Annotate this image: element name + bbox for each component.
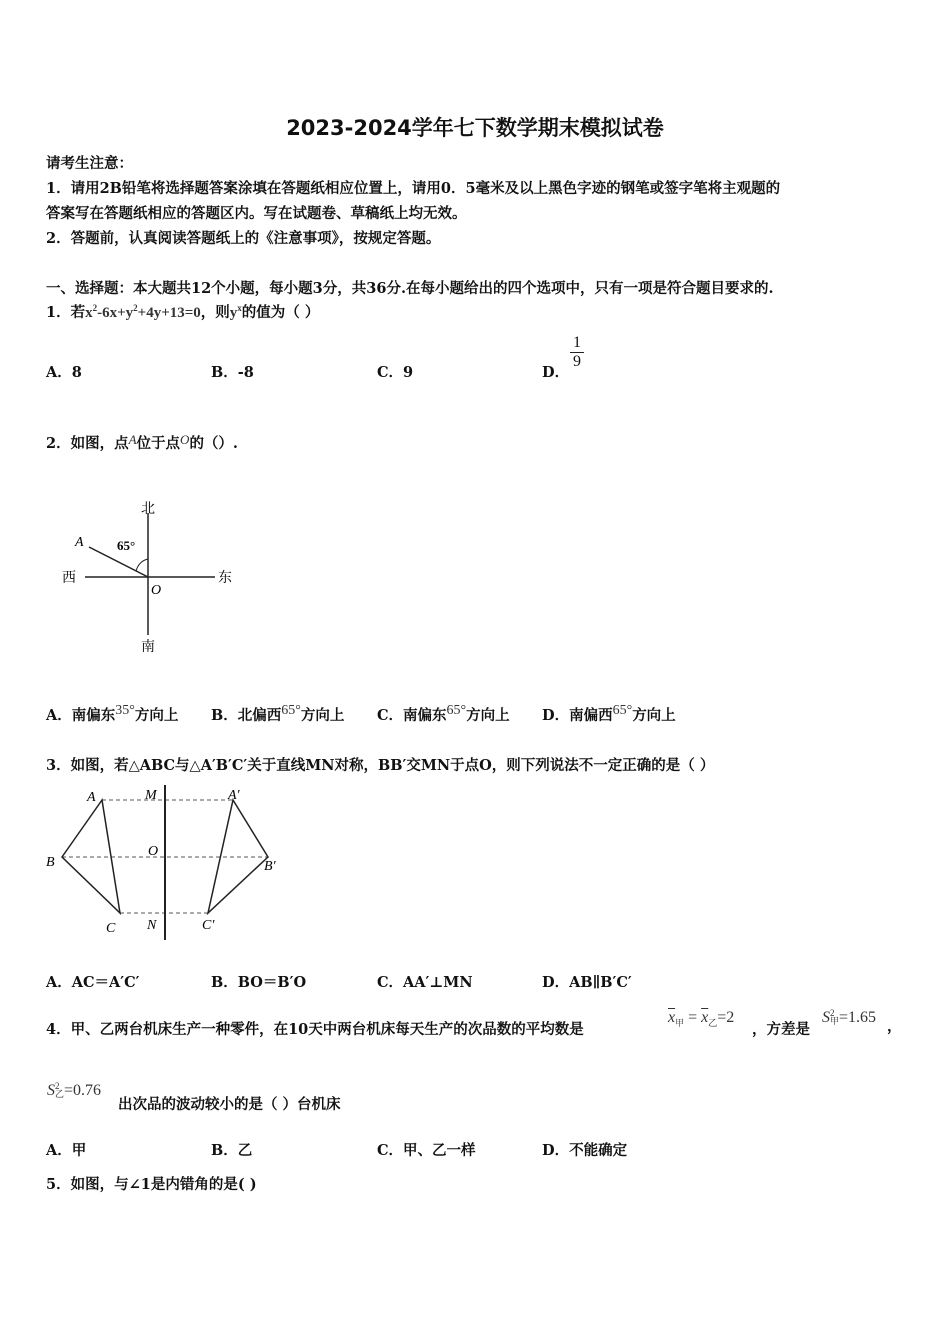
q1-option-a[interactable]: A．8 — [46, 364, 82, 381]
q2-option-a[interactable]: A．南偏东35°方向上 — [46, 703, 179, 724]
q1-option-d[interactable]: D． — [542, 364, 570, 381]
q3-option-d[interactable]: D．AB∥B′C′ — [542, 974, 632, 991]
q4-option-a[interactable]: A．甲 — [46, 1142, 87, 1159]
q2-option-c[interactable]: C．南偏东65°方向上 — [377, 703, 510, 724]
page-title: 2023-2024学年七下数学期末模拟试卷 — [286, 116, 664, 140]
label-north: 北 — [141, 502, 155, 517]
notice-heading: 请考生注意： — [46, 155, 133, 172]
label-o: O — [148, 844, 159, 859]
label-b: B — [46, 855, 55, 870]
q2-option-b[interactable]: B．北偏西65°方向上 — [211, 703, 345, 724]
angle-arc — [136, 559, 148, 571]
q4-comma: ， — [887, 1018, 902, 1035]
question-2: 2．如图，点A位于点O的（）. — [46, 432, 238, 452]
q1-yx: $y^x$ — [229, 303, 242, 321]
question-1: 1．若$x^2-6x+y^2+4y+13=0$，则$y^x$的值为（ ） — [46, 303, 320, 321]
label-south: 南 — [141, 640, 155, 655]
q3-symmetry-figure — [40, 780, 290, 945]
q3-option-a[interactable]: A．AC＝A′C′ — [46, 974, 140, 991]
q1-option-c[interactable]: C．9 — [377, 364, 414, 381]
label-c: C — [106, 921, 116, 936]
question-5: 5．如图，与∠1是内错角的是( ) — [46, 1176, 257, 1193]
label-point-a: A — [75, 535, 84, 550]
q1-equation: $x^2-6x+y^2+4y+13=0$ — [85, 303, 201, 321]
q3-option-b[interactable]: B．BO＝B′O — [211, 974, 307, 991]
q4-option-c[interactable]: C．甲、乙一样 — [377, 1142, 476, 1159]
q2-var-o: O — [180, 432, 190, 447]
q4-variance-jia: S 2 甲 =1.65 — [822, 1008, 877, 1026]
label-a: A — [87, 790, 96, 805]
q1-prefix: 1．若 — [46, 304, 86, 321]
q1-option-d-fraction: $\frac{1}{9}$ — [570, 334, 584, 371]
label-west: 西 — [62, 571, 76, 586]
notice-line-2: 2．答题前，认真阅读答题纸上的《注意事项》，按规定答题。 — [46, 230, 441, 247]
q4-mean-expression: $\overline{x}_甲 = \overline{x}_乙=2$ — [668, 1009, 735, 1029]
q4-variance-label: ，方差是 — [752, 1021, 810, 1038]
q4-option-b[interactable]: B．乙 — [211, 1142, 253, 1159]
q4-variance-yi: S 2 乙 =0.76 — [47, 1081, 102, 1099]
label-east: 东 — [218, 571, 232, 586]
q4-line-2: 出次品的波动较小的是（ ）台机床 — [118, 1096, 341, 1113]
label-b-prime: B′ — [264, 859, 276, 874]
notice-line-1b: 答案写在答题纸相应的答题区内。写在试题卷、草稿纸上均无效。 — [46, 205, 467, 222]
notice-line-1a: 1．请用2B铅笔将选择题答案涂填在答题纸相应位置上，请用0．5毫米及以上黑色字迹的钢笔或签字笔将主观题的 — [46, 180, 781, 197]
label-angle: 65° — [117, 538, 136, 553]
label-point-o: O — [151, 583, 162, 598]
question-4: 4．甲、乙两台机床生产一种零件，在10天中两台机床每天生产的次品数的平均数是 — [46, 1021, 584, 1038]
label-m: M — [145, 788, 157, 803]
label-a-prime: A′ — [228, 788, 240, 803]
question-3: 3．如图，若△ABC与△A′B′C′关于直线MN对称，BB′交MN于点O，则下列说法不一定正确的是（ ） — [46, 757, 715, 774]
q2-var-a: A — [128, 432, 137, 447]
section-1-heading: 一、选择题：本大题共12个小题，每小题3分，共36分.在每小题给出的四个选项中，只有一项是符合题目要求的. — [46, 280, 774, 297]
q4-option-d[interactable]: D．不能确定 — [542, 1142, 628, 1159]
label-c-prime: C′ — [202, 918, 215, 933]
q2-option-d[interactable]: D．南偏西65°方向上 — [542, 703, 676, 724]
q3-option-c[interactable]: C．AA′⊥MN — [377, 974, 473, 991]
label-n: N — [147, 918, 157, 933]
q2-direction-figure — [55, 495, 245, 660]
q1-option-b[interactable]: B．-8 — [211, 364, 254, 381]
